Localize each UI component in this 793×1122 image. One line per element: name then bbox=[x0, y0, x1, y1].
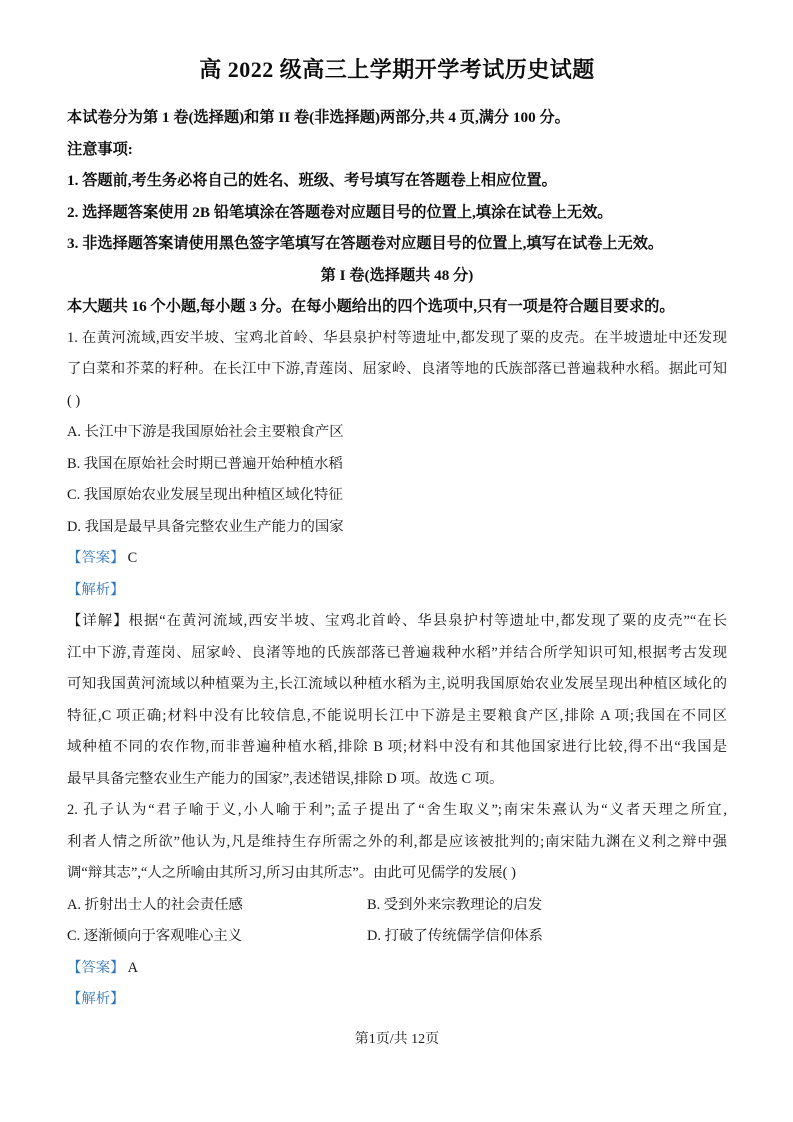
question-2-stem-line: 调“辩其志”,“人之所喻由其所习,所习由其所志”。由此可见儒学的发展( ) bbox=[67, 865, 516, 881]
question-1-stem-line: 了白菜和芥菜的籽种。在长江中下游,青莲岗、屈家岭、良渚等地的氏族部落已普遍栽种水稻。据此可知 bbox=[67, 361, 727, 377]
analysis-label: 【解析】 bbox=[67, 991, 125, 1007]
question-2-options bbox=[67, 890, 727, 953]
answer-value: C bbox=[127, 550, 138, 566]
page-title: 高 2022 级高三上学期开学考试历史试题 bbox=[199, 57, 595, 82]
question-2-option-d: D. 打破了传统儒学信仰体系 bbox=[367, 928, 543, 944]
answer-value: A bbox=[127, 959, 138, 976]
question-2-option-c: C. 逐渐倾向于客观唯心主义 bbox=[67, 928, 243, 944]
question-1-analysis-line bbox=[67, 575, 727, 607]
question-1-detail-line: 可知我国黄河流域以种植粟为主,长江流域以种植水稻为主,说明我国原始农业发展呈现出种植区域化的 bbox=[67, 676, 727, 692]
question-1-answer-line bbox=[67, 543, 727, 575]
question-1-option-c: C. 我国原始农业发展呈现出种植区域化特征 bbox=[67, 487, 343, 503]
question-1-detail-line: 最早具备完整农业生产能力的国家”,表述错误,排除 D 项。故选 C 项。 bbox=[67, 770, 504, 787]
notice-item-2: 2. 选择题答案使用 2B 铅笔填涂在答题卷对应题目号的位置上,填涂在试卷上无效。 bbox=[67, 203, 613, 221]
question-2-analysis-line bbox=[67, 984, 727, 1016]
question-1-option-d: D. 我国是最早具备完整农业生产能力的国家 bbox=[67, 518, 344, 535]
section-heading: 第 I 卷(选择题共 48 分) bbox=[320, 266, 474, 284]
question-1-detail-line: 江中下游,青莲岗、屈家岭、良渚等地的氏族部落已普遍栽种水稻”并结合所学知识可知,根据考古发现 bbox=[67, 644, 727, 661]
question-2-option-a: A. 折射出士人的社会责任感 bbox=[67, 896, 243, 913]
answer-label: 【答案】 bbox=[67, 550, 125, 566]
notice-item-3: 3. 非选择题答案请使用黑色签字笔填写在答题卷对应题目号的位置上,填写在试卷上无效。 bbox=[67, 235, 664, 252]
question-1-option-b: B. 我国在原始社会时期已普遍开始种植水稻 bbox=[67, 455, 343, 472]
question-2-option-b: B. 受到外来宗教理论的启发 bbox=[367, 896, 543, 913]
analysis-label: 【解析】 bbox=[67, 581, 125, 598]
answer-label: 【答案】 bbox=[67, 959, 125, 976]
question-2-stem-line: 利者人情之所欲”他认为,凡是维持生存所需之外的利,都是应该被批判的;南宋陆九渊在义利之辩中强 bbox=[67, 833, 727, 850]
page-number-footer: 第1页/共 12页 bbox=[354, 1031, 440, 1047]
question-1 bbox=[67, 323, 727, 796]
question-1-detail-line: 特征,C 项正确;材料中没有比较信息,不能说明长江中下游是主要粮食产区,排除 A 项;我国在不同区 bbox=[67, 707, 727, 724]
question-1-stem-line: 1. 在黄河流域,西安半坡、宝鸡北首岭、华县泉护村等遗址中,都发现了粟的皮壳。在半坡遗址中还发现 bbox=[67, 329, 727, 346]
notice-item-1: 1. 答题前,考生务必将自己的姓名、班级、考号填写在答题卷上相应位置。 bbox=[67, 172, 557, 189]
question-2-stem-line: 2. 孔子认为“君子喻于义,小人喻于利”;孟子提出了“舍生取义”;南宋朱熹认为“义者天理之所宜, bbox=[67, 802, 727, 818]
question-2 bbox=[67, 795, 727, 1016]
exam-intro: 本试卷分为第 1 卷(选择题)和第 II 卷(非选择题)两部分,共 4 页,满分 100 分。 bbox=[67, 109, 570, 126]
question-1-choice-marker: ( ) bbox=[67, 392, 81, 409]
section-intro: 本大题共 16 个小题,每小题 3 分。在每小题给出的四个选项中,只有一项是符合题目要求的。 bbox=[67, 298, 675, 315]
question-1-detail-line: 域种植不同的农作物,而非普遍种植水稻,排除 B 项;材料中没有和其他国家进行比较,得不出“我国是 bbox=[67, 739, 727, 755]
notice-heading: 注意事项: bbox=[67, 140, 133, 158]
question-1-detail-line: 【详解】根据“在黄河流域,西安半坡、宝鸡北首岭、华县泉护村等遗址中,都发现了粟的皮壳”“在长 bbox=[67, 613, 727, 629]
question-1-option-a: A. 长江中下游是我国原始社会主要粮食产区 bbox=[67, 424, 344, 440]
question-2-answer-line bbox=[67, 953, 727, 985]
